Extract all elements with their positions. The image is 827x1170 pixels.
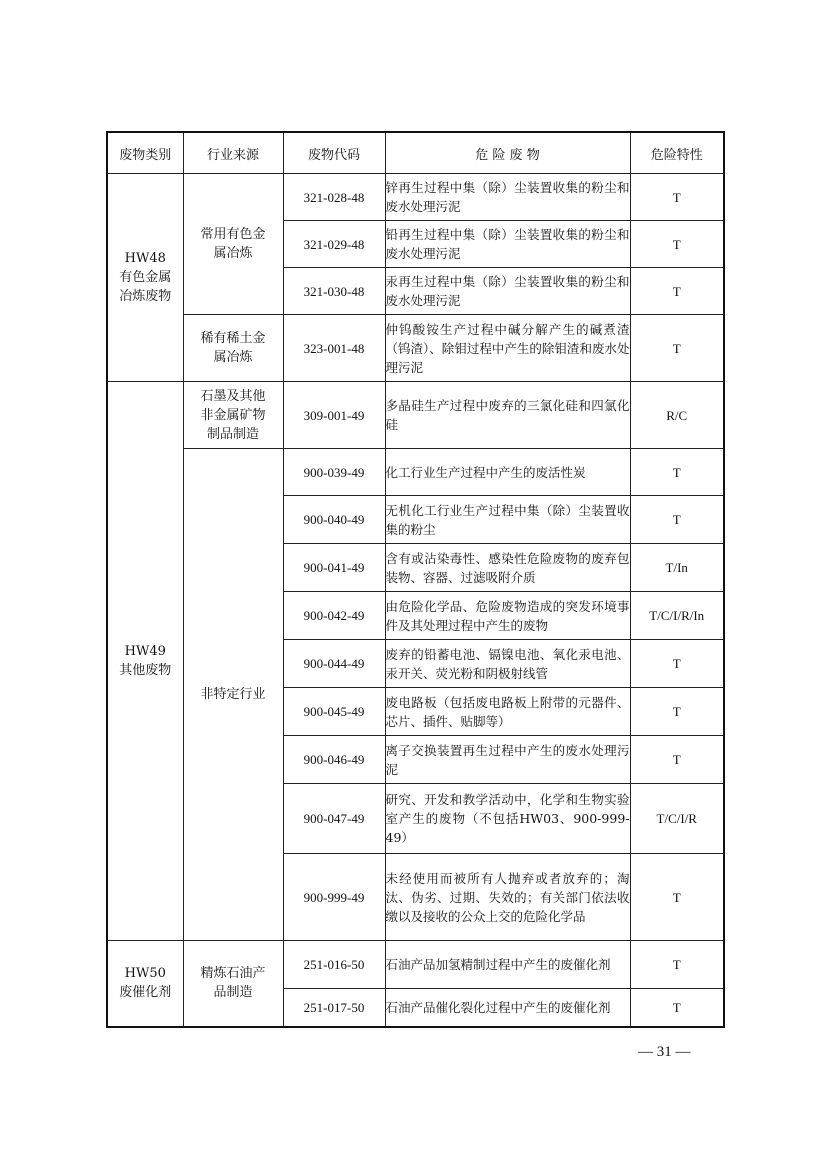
- category-name-line: 其他废物: [119, 663, 172, 678]
- source-line: 稀有稀土金: [200, 331, 266, 346]
- table-row: [107, 941, 724, 989]
- source-line: 制品制造: [206, 426, 259, 442]
- waste-description: 由危险化学品、危险废物造成的突发环境事件及其处理过程中产生的废物: [385, 592, 630, 640]
- header-hazardous-waste: 危 险 废 物: [385, 132, 630, 174]
- waste-description: 化工行业生产过程中产生的废活性炭: [385, 449, 630, 496]
- source-cell: [183, 449, 283, 941]
- category-name-line: 废催化剂: [119, 985, 172, 1001]
- source-line: 常用有色金: [200, 227, 266, 242]
- hazard-property: T: [630, 688, 724, 736]
- header-category: 废物类别: [107, 132, 183, 174]
- waste-code: 321-029-48: [283, 221, 385, 268]
- waste-code: 900-041-49: [283, 544, 385, 592]
- category-cell: [107, 174, 183, 382]
- waste-description: 含有或沾染毒性、感染性危险废物的废弃包装物、容器、过滤吸附介质: [385, 544, 630, 592]
- table-row: [107, 382, 724, 449]
- waste-description: 铅再生过程中集（除）尘装置收集的粉尘和废水处理污泥: [385, 221, 630, 268]
- category-name-line: 有色金属: [119, 270, 172, 285]
- hazard-property: T: [630, 736, 724, 784]
- waste-code: 323-001-48: [283, 315, 385, 382]
- hazard-property: T: [630, 449, 724, 496]
- hazard-property: T/C/I/R: [630, 784, 724, 854]
- hazard-property: R/C: [630, 382, 724, 449]
- waste-description: 锌再生过程中集（除）尘装置收集的粉尘和废水处理污泥: [385, 174, 630, 221]
- hazard-property: T: [630, 941, 724, 989]
- waste-code: 251-016-50: [283, 941, 385, 989]
- hazard-property: T: [630, 315, 724, 382]
- table-row: [107, 315, 724, 382]
- hazard-property: T: [630, 640, 724, 688]
- waste-code: 321-030-48: [283, 268, 385, 315]
- category-cell: [107, 382, 183, 941]
- waste-code: 900-046-49: [283, 736, 385, 784]
- source-line: 品制造: [213, 985, 253, 1001]
- waste-code: 321-028-48: [283, 174, 385, 221]
- header-hazard-property: 危险特性: [630, 132, 724, 174]
- hazard-property: T/In: [630, 544, 724, 592]
- source-line: 石墨及其他: [200, 388, 266, 404]
- waste-code: 900-047-49: [283, 784, 385, 854]
- category-cell: [107, 941, 183, 1027]
- hazard-property: T: [630, 854, 724, 941]
- hazard-property: T/C/I/R/In: [630, 592, 724, 640]
- waste-description: 无机化工行业生产过程中集（除）尘装置收集的粉尘: [385, 496, 630, 544]
- source-line: 非金属矿物: [200, 407, 266, 423]
- waste-code: 900-039-49: [283, 449, 385, 496]
- waste-code: 900-040-49: [283, 496, 385, 544]
- hazard-property: T: [630, 496, 724, 544]
- header-industry-source: 行业来源: [183, 132, 283, 174]
- waste-code: 900-044-49: [283, 640, 385, 688]
- waste-code: 251-017-50: [283, 989, 385, 1027]
- waste-description: 多晶硅生产过程中废弃的三氯化硅和四氯化硅: [385, 382, 630, 449]
- source-line: 属冶炼: [213, 350, 253, 365]
- source-cell: [183, 174, 283, 315]
- waste-description: 离子交换装置再生过程中产生的废水处理污泥: [385, 736, 630, 784]
- page-number: — 31 —: [638, 1044, 691, 1060]
- hazard-property: T: [630, 221, 724, 268]
- hazardous-waste-table: [106, 131, 725, 1028]
- hazard-property: T: [630, 268, 724, 315]
- header-row: [107, 132, 724, 174]
- waste-code: 900-999-49: [283, 854, 385, 941]
- source-line: 精炼石油产: [200, 966, 266, 982]
- hazard-property: T: [630, 174, 724, 221]
- waste-description: 仲钨酸铵生产过程中碱分解产生的碱煮渣（钨渣）、除钼过程中产生的除钼渣和废水处理污泥: [385, 315, 630, 382]
- table-row: [107, 174, 724, 221]
- waste-code: 309-001-49: [283, 382, 385, 449]
- category-name-line: 冶炼废物: [119, 289, 172, 304]
- source-cell: [183, 315, 283, 382]
- category-code: HW49: [124, 644, 166, 659]
- source-line: 属冶炼: [213, 246, 253, 261]
- source-line: 非特定行业: [200, 687, 266, 702]
- category-code: HW48: [124, 251, 166, 266]
- waste-description: 废弃的铅蓄电池、镉镍电池、氧化汞电池、汞开关、荧光粉和阴极射线管: [385, 640, 630, 688]
- category-code: HW50: [124, 966, 166, 982]
- waste-description: 研究、开发和教学活动中，化学和生物实验室产生的废物（不包括HW03、900-999-49）: [385, 784, 630, 854]
- hazard-property: T: [630, 989, 724, 1027]
- waste-description: 石油产品加氢精制过程中产生的废催化剂: [385, 941, 630, 989]
- waste-description: 汞再生过程中集（除）尘装置收集的粉尘和废水处理污泥: [385, 268, 630, 315]
- source-cell: [183, 382, 283, 449]
- header-waste-code: 废物代码: [283, 132, 385, 174]
- waste-description: 废电路板（包括废电路板上附带的元器件、芯片、插件、贴脚等）: [385, 688, 630, 736]
- source-cell: [183, 941, 283, 1027]
- table-row: [107, 449, 724, 496]
- waste-description: 未经使用而被所有人抛弃或者放弃的；淘汰、伪劣、过期、失效的；有关部门依法收缴以及接收的公众上交的危险化学品: [385, 854, 630, 941]
- waste-description: 石油产品催化裂化过程中产生的废催化剂: [385, 989, 630, 1027]
- waste-code: 900-045-49: [283, 688, 385, 736]
- waste-code: 900-042-49: [283, 592, 385, 640]
